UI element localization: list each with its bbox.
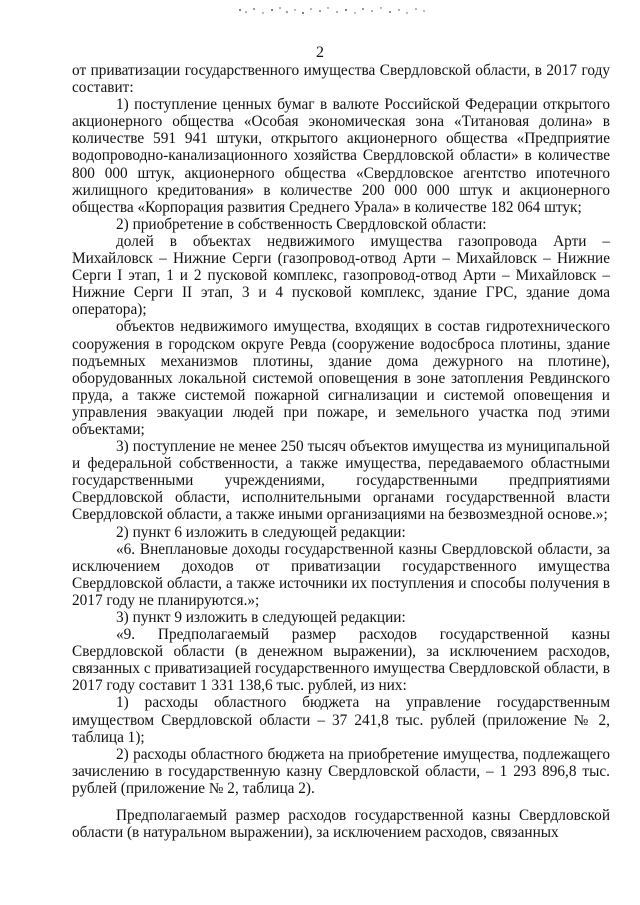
paragraph: 2) приобретение в собственность Свердловской области: (116, 215, 487, 233)
paragraph: 1) расходы областного бюджета на управление государственным имуществом Свердловской области – 37 241,8 тыс. рублей (приложение № 2, таблица 1); (72, 694, 610, 746)
paragraph: 3) поступление не менее 250 тысяч объектов имущества из муниципальной и федеральной собственности, а также имущества, передаваемого областными государственными учреждениями, государственными предприятиями Свердловской области, исполнительными органами государственной власти Свердловской области, а также иными организациями на безвозмездной основе.»; (72, 438, 610, 524)
paragraph: от приватизации государственного имущества Свердловской области, в 2017 году составит: (72, 62, 610, 97)
scan-artifact (232, 4, 432, 18)
paragraph: 3) пункт 9 изложить в следующей редакции: (116, 609, 406, 626)
paragraph: 2) расходы областного бюджета на приобретение имущества, подлежащего зачислению в государственную казну Свердловской области, – 1 293 896,8 тыс. рублей (приложение № 2, таблица 2). (72, 745, 610, 797)
paragraph: 1) поступление ценных бумаг в валюте Российской Федерации открытого акционерного общества «Особая экономическая зона «Титановая долина» в количестве 591 941 штуки, открытого акционерного общества «Предприятие водопроводно-канализационного хозяйства Свердловской области» в количестве 800 000 штук, акционерного общества «Свердловское агентство ипотечного жилищного кредитования» в количестве 200 000 000 штук и акционерного общества «Корпорация развития Среднего Урала» в количестве 182 064 штук; (72, 96, 610, 216)
paragraph: 2) пункт 6 изложить в следующей редакции: (116, 523, 406, 541)
paragraph: объектов недвижимого имущества, входящих в состав гидротехнического сооружения в городском округе Ревда (сооружение водосброса плотины, здание подъемных механизмов плотины, здание дома дежурного на плотине), оборудованных локальной системой оповещения в зоне затопления Ревдинского пруда, а также системой пожарной сигнализации и системой оповещения и управления эвакуации людей при пожаре, и земельного участка под этими объектами; (72, 318, 610, 438)
paragraph: долей в объектах недвижимого имущества газопровода Арти – Михайловск – Нижние Серги (газопровод-отвод Арти – Михайловск – Нижние Серги I этап, 1 и 2 пусковой комплекс, газопровод-отвод Арти – Михайловск – Нижние Серги II этап, 3 и 4 пусковой комплекс, здание ГРС, здание дома оператора); (72, 232, 610, 319)
page-number: 2 (316, 44, 324, 61)
paragraph: «6. Внеплановые доходы государственной казны Свердловской области, за исключением доходов от приватизации государственного имущества Свердловской области, а также источники их поступления и способы получения в 2017 году не планируются.»; (72, 540, 610, 609)
paragraph: «9. Предполагаемый размер расходов государственной казны Свердловской области (в денежном выражении), за исключением расходов, связанных с приватизацией государственного имущества Свердловской области, в 2017 году составит 1 331 138,6 тыс. рублей, из них: (72, 626, 610, 695)
paragraph: Предполагаемый размер расходов государственной казны Свердловской области (в натуральном выражении), за исключением расходов, связанных (72, 807, 610, 842)
document-body (72, 62, 610, 841)
